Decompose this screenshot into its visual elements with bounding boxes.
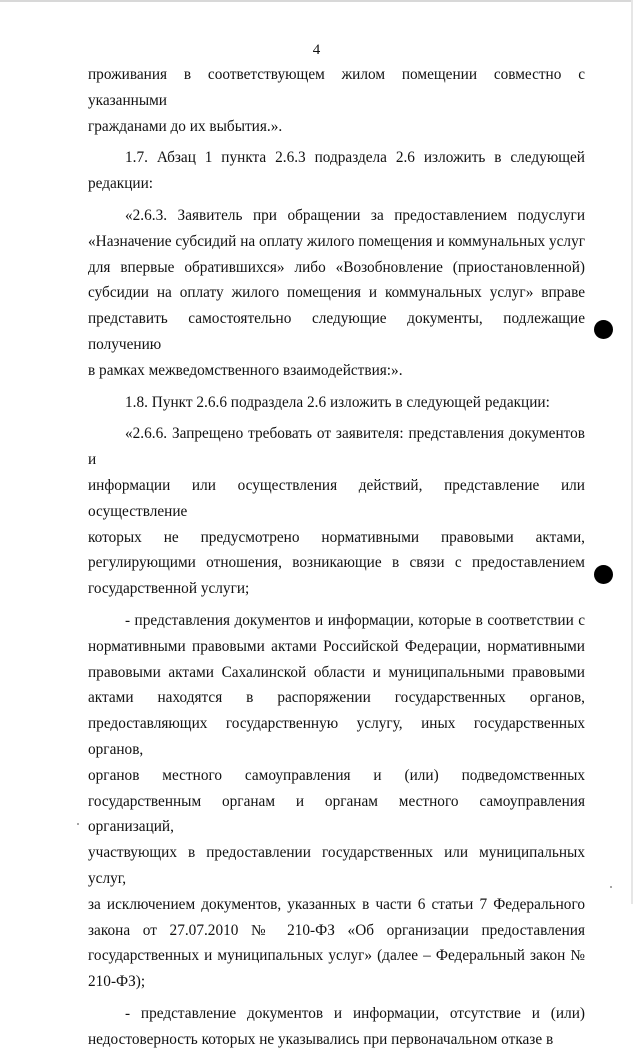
text-line: государственной услуги; <box>88 580 250 598</box>
text-line: - представление документов и информации, отсутствие и (или) <box>125 1004 585 1022</box>
text-line: «2.6.3. Заявитель при обращении за предоставлением подуслуги <box>125 206 585 224</box>
text-line: представить самостоятельно следующие документы, подлежащие получению <box>88 310 585 353</box>
text-line: участвующих в предоставлении государственных или муниципальных услуг, <box>88 844 585 887</box>
text-line: 1.8. Пункт 2.6.6 подраздела 2.6 изложить в следующей редакции: <box>125 393 550 411</box>
text-line: регулирующими отношения, возникающие в связи с предоставлением <box>88 554 585 572</box>
text-line: «Назначение субсидий на оплату жилого помещения и коммунальных услуг <box>88 232 585 250</box>
text-line: предоставляющих государственную услугу, иных государственных органов, <box>88 715 585 758</box>
text-line: 210-ФЗ); <box>88 973 146 991</box>
text-line: правовыми актами Сахалинской области и муниципальными правовыми <box>88 663 585 681</box>
punch-hole-bottom <box>594 565 613 584</box>
text-line: недостоверность которых не указывались при первоначальном отказе в <box>88 1030 554 1048</box>
text-line: 1.7. Абзац 1 пункта 2.6.3 подраздела 2.6 изложить в следующей <box>125 149 585 167</box>
paragraph-p2 <box>88 145 585 197</box>
text-line: государственных и муниципальных услуг» (далее – Федеральный закон № <box>88 947 585 965</box>
text-line: нормативными правовыми актами Российской Федерации, нормативными <box>88 637 585 655</box>
text-line: закона от 27.07.2010 № 210-ФЗ «Об организации предоставления <box>88 921 585 939</box>
text-line: информации или осуществления действий, представление или осуществление <box>88 476 585 520</box>
text-line: проживания в соответствующем жилом помещении совместно с указанными <box>88 66 585 109</box>
text-line: государственным органам и органам местного самоуправления организаций, <box>88 792 585 836</box>
paragraph-p3 <box>88 203 585 384</box>
text-line: в рамках межведомственного взаимодействия:». <box>88 361 403 379</box>
text-line: - представления документов и информации, которые в соответствии с <box>125 611 585 629</box>
text-line: актами находятся в распоряжении государственных органов, <box>88 689 585 707</box>
text-line: которых не предусмотрено нормативными правовыми актами, <box>88 528 585 546</box>
paragraph-p5 <box>88 421 585 602</box>
paragraph-p7 <box>88 1001 585 1052</box>
scan-speck <box>77 823 79 825</box>
page-number: 4 <box>312 42 321 58</box>
text-line: за исключением документов, указанных в части 6 статьи 7 Федерального <box>88 895 585 913</box>
text-line: субсидии на оплату жилого помещения и коммунальных услуг» вправе <box>88 284 585 302</box>
text-line: для впервые обратившихся» либо «Возобновление (приостановленной) <box>88 258 585 276</box>
text-line: органов местного самоуправления и (или) подведомственных <box>88 766 585 784</box>
text-line: гражданами до их выбытия.». <box>88 117 283 135</box>
paragraph-p4 <box>88 390 585 416</box>
paragraph-p1 <box>88 62 585 139</box>
punch-hole-top <box>594 320 613 339</box>
scan-edge-top <box>0 0 633 2</box>
scan-speck <box>610 886 612 888</box>
text-line: «2.6.6. Запрещено требовать от заявителя: представления документов и <box>88 425 585 469</box>
paragraph-p6 <box>88 608 585 995</box>
text-line: редакции: <box>88 175 154 193</box>
